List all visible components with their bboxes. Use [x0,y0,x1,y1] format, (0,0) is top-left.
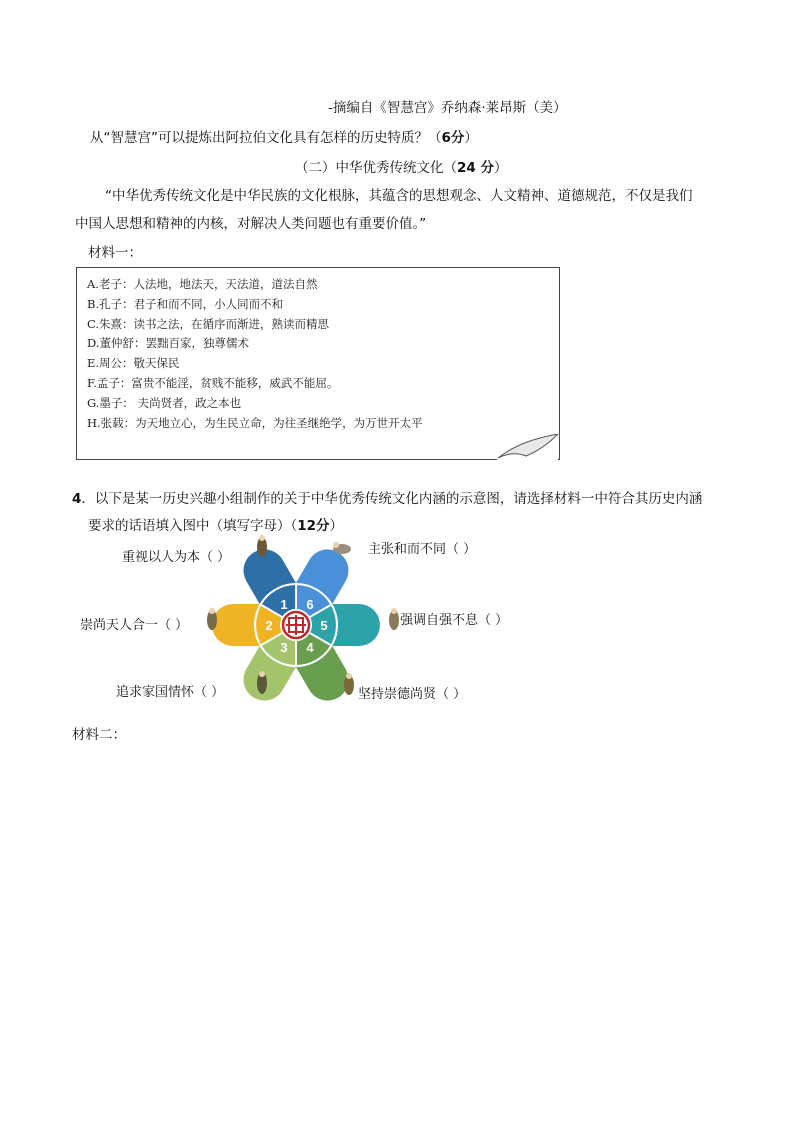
petal-number-2: 2 [265,618,273,633]
label-heaven-human-unity: 崇尚天人合一（ ） [80,618,189,633]
material-item-f: F.孟子：富贵不能淫，贫贱不能移，威武不能屈。 [87,376,339,390]
petal-number-6: 6 [306,597,314,612]
material-item-a: A.老子：人法地，地法天，天法道，道法自然 [87,277,318,291]
material-item-c: C.朱熹：读书之法，在循序而渐进，熟读而精思 [87,317,330,331]
label-family-nation: 追求家国情怀（ ） [116,685,225,700]
culture-diagram [70,535,540,715]
material-item-e: E.周公：敬天保民 [87,356,180,370]
figure-icon-5 [389,608,399,630]
question-4-close: ） [329,518,344,534]
petal-number-1: 1 [280,597,288,612]
source-citation: -摘编自《智慧宫》乔纳森·莱昂斯（美） [328,100,567,116]
petal-number-3: 3 [280,640,288,655]
question-4-line-1 [72,487,702,507]
material-item-d: D.董仲舒：罢黜百家，独尊儒术 [87,336,249,350]
question-4-line-2 [88,514,343,534]
label-people-oriented: 重视以人为本（ ） [122,550,231,565]
question-4-number: 4 [72,491,82,507]
question-3-score: 6分 [441,130,465,146]
section-2-close: ） [494,160,508,176]
section-2-heading [295,156,508,176]
question-4-text-2: 要求的话语填入图中（填写字母）（ [88,518,298,534]
figure-icon-2 [207,608,217,630]
figure-icon-1 [257,535,267,557]
quote-line-2: 中国人思想和精神的内核，对解决人类问题也有重要价值。” [75,216,427,232]
question-4-score: 12分 [297,518,330,534]
material-item-g: G.墨子： 夫尚贤者，政之本也 [87,396,242,410]
petal-number-4: 4 [306,640,314,655]
label-self-improvement: 强调自强不息（ ） [400,613,509,628]
petal-number-5: 5 [320,618,328,633]
section-2-text: （二）中华优秀传统文化（ [295,160,457,176]
material-1-label: 材料一： [88,245,142,261]
material-2-label: 材料二： [72,727,126,743]
section-2-score: 24 分 [457,160,494,176]
label-harmony-diversity: 主张和而不同（ ） [368,542,477,557]
question-4-text: ．以下是某一历史兴趣小组制作的关于中华优秀传统文化内涵的示意图，请选择材料一中符合其历史内涵 [81,491,703,507]
question-3-text: 从“智慧宫”可以提炼出阿拉伯文化具有怎样的历史特质？（ [90,130,442,146]
label-virtue-talent: 坚持崇德尚贤（ ） [358,687,467,702]
material-item-h: H.张载：为天地立心，为生民立命，为往圣继绝学，为万世开太平 [87,416,423,430]
question-3 [90,126,478,146]
question-3-close: ） [464,130,478,146]
quote-line-1: “中华优秀传统文化是中华民族的文化根脉，其蕴含的思想观念、人文精神、道德规范，不仅是我们 [105,188,693,204]
material-item-b: B.孔子：君子和而不同，小人同而不和 [87,297,284,311]
material-1-box [76,267,560,460]
figure-icon-6 [333,542,351,554]
page-curl-icon [496,434,560,462]
